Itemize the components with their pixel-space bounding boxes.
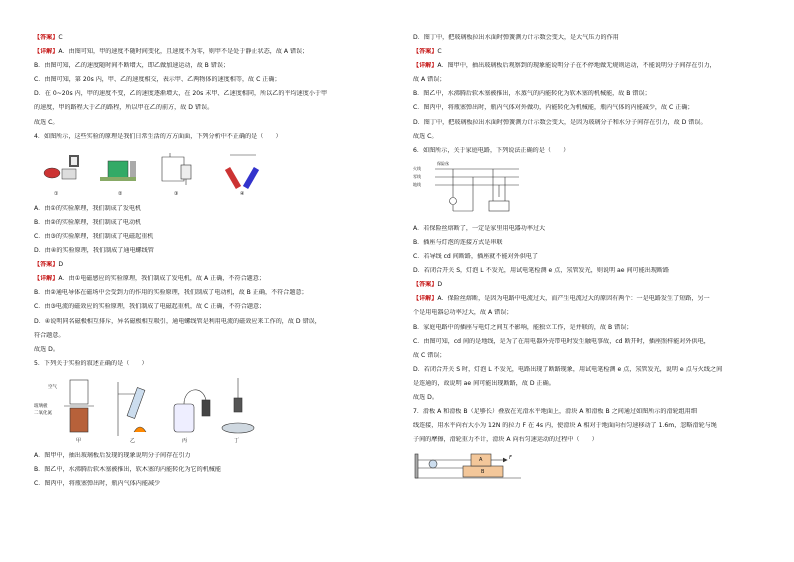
line-text: B．图乙中，水沸腾后软木塞被推出，软木塞的内能转化为它的机械能 xyxy=(34,465,221,473)
text-line xyxy=(413,147,764,155)
line-text: D．由④的实验原理，我们制成了通电螺线管 xyxy=(34,247,154,255)
text-line xyxy=(34,233,385,241)
fig6-label-live: 火线 xyxy=(413,165,421,171)
text-line xyxy=(34,289,385,297)
line-text: C．由③电流的磁效应的实验原理，我们制成了电磁起重机，故 C 正确，不符合题意； xyxy=(34,303,266,311)
line-text: 故选 C。 xyxy=(34,118,59,126)
fig4-electromagnet xyxy=(162,153,191,185)
fig5-label-glass: 玻璃板 xyxy=(34,403,48,409)
answer-tag: 【答案】 xyxy=(34,34,59,41)
text-line xyxy=(34,346,385,354)
text-line xyxy=(34,452,385,460)
fig5-label-ding: 丁 xyxy=(234,437,240,444)
line-text: C xyxy=(58,34,63,41)
figure-q6 xyxy=(413,161,764,219)
text-line xyxy=(34,133,385,141)
fig5-label-yi: 乙 xyxy=(130,437,136,444)
line-text: 6．如图所示，关于家庭电路，下列说法正确的是（ ） xyxy=(413,146,570,154)
text-line xyxy=(34,219,385,227)
text-line xyxy=(413,281,764,289)
text-line xyxy=(34,261,385,269)
text-line xyxy=(413,104,764,112)
text-line xyxy=(34,76,385,84)
left-top-block xyxy=(34,34,385,141)
line-text: D．图丁中，把玻璃板拉出水面时弹簧测力计示数会变大，是因为玻璃分子和水分子间存在引力，故 D 错误。 xyxy=(413,118,707,126)
answer-tag: 【详解】 xyxy=(413,62,438,70)
text-line xyxy=(413,324,764,332)
line-text: 是连通的，故说明 ae 间可能出现断路，故 D 正确。 xyxy=(413,379,555,387)
text-line xyxy=(34,275,385,283)
line-text: A．图甲中，抽出玻璃板后观察到的现象能说明分子在不停地做无规则运动，不能说明分子间存在引力， xyxy=(437,62,716,70)
text-line xyxy=(413,90,764,98)
fig5-label-jia: 甲 xyxy=(76,437,82,444)
text-line xyxy=(34,332,385,340)
line-text: B．图乙中，水沸腾后软木塞被推出，水蒸气的内能转化为软木塞的机械能，故 B 错误； xyxy=(413,90,651,98)
text-line xyxy=(34,318,385,326)
text-line xyxy=(34,466,385,474)
text-line xyxy=(34,34,385,42)
answer-tag: 【详解】 xyxy=(413,295,438,303)
line-text: D xyxy=(58,261,64,269)
answer-tag: 【答案】 xyxy=(34,261,59,269)
text-line xyxy=(413,76,764,84)
line-text: A．由①电磁感应的实验原理，我们制成了发电机，故 A 正确，不符合题意； xyxy=(58,275,265,283)
answer-tag: 【答案】 xyxy=(413,281,438,289)
text-line xyxy=(413,408,764,416)
line-text: B．由图可知，乙的速度随时间不断增大，即乙做加速运动，故 B 错误； xyxy=(34,62,230,70)
line-text: 故选 C。 xyxy=(413,132,438,140)
text-line xyxy=(413,436,764,444)
line-text: 故选 D。 xyxy=(413,393,438,401)
line-text: 故 A 错误； xyxy=(413,76,446,84)
line-text: C．由③的实验原理，我们制成了电磁起重机 xyxy=(34,232,154,240)
text-line xyxy=(34,90,385,98)
fig4-magnets xyxy=(225,155,259,189)
line-text: A．若保险丝熔断了，一定是家里用电器功率过大 xyxy=(413,224,546,232)
right-column xyxy=(397,0,794,562)
fig5-label-no2: 二氧化氮 xyxy=(34,410,52,416)
text-line xyxy=(34,205,385,213)
answer-tag: 【答案】 xyxy=(413,48,438,56)
line-text: D xyxy=(437,281,443,289)
left-bottom-block xyxy=(34,452,385,488)
text-line xyxy=(413,352,764,360)
line-text: D．在 0~20s 内，甲的速度不变，乙的速度逐渐增大，在 20s 末甲、乙速度相同，所以乙的平均速度小于甲 xyxy=(34,90,328,98)
text-line xyxy=(413,366,764,374)
text-line xyxy=(34,104,385,112)
line-text: D．图丁中，把玻璃板拉出水面时弹簧测力计示数会变大，是大气压力的作用 xyxy=(413,34,619,41)
line-text: B．由②的实验原理，我们制成了电动机 xyxy=(34,218,142,226)
answer-tag: 【详解】 xyxy=(34,48,59,56)
line-text: A．由图可知，甲的速度不随时间变化，且速度不为零，则甲不是处于静止状态，故 A 错误； xyxy=(58,48,309,56)
line-text: C xyxy=(437,48,442,56)
line-text: B．家庭电路中的插座与电灯之间互不影响，能独立工作，是并联的，故 B 错误； xyxy=(413,323,633,331)
line-text: 故 C 错误； xyxy=(413,351,446,359)
line-text: C．由图可知，cd 间的是地线，是为了在用电器外壳带电时发生触电事故，cd 断开时，插座照样能对外供电， xyxy=(413,337,710,345)
line-text: B．由②通电导体在磁场中会受到力的作用的实验原理，我们制成了电动机，故 B 正确，不符合题意； xyxy=(34,289,308,297)
text-line xyxy=(413,34,764,42)
fig7-label-b: B xyxy=(481,469,485,476)
line-text: 线连接，用水平向右大小为 12N 的拉力 F 在 4s 内，使滑块 A 相对于地面向右匀速移动了 1.6m，忽略滑轮与绳 xyxy=(413,422,717,430)
text-line xyxy=(34,48,385,56)
text-line xyxy=(413,48,764,56)
figure-q4 xyxy=(34,147,385,199)
line-text: C．由图可知，第 20s 内，甲、乙的速度相交，表示甲、乙两物体的速度相等，故 C 正确； xyxy=(34,76,281,84)
left-mid-block xyxy=(34,205,385,368)
line-text: C．图丙中，将瓶塞弹出时，瓶内气体对外做功，内能转化为机械能，瓶内气体的内能减少，故 C 正确； xyxy=(413,104,694,112)
fig5-label-air: 空气 xyxy=(48,384,57,390)
text-line xyxy=(413,394,764,402)
line-text: A．图甲中，抽出玻璃板后发现的现象说明分子间存在引力 xyxy=(34,451,191,459)
fig7-label-a: A xyxy=(479,457,483,464)
text-line xyxy=(413,295,764,303)
fig6-label-fuse: 保险丝 xyxy=(437,160,449,166)
text-line xyxy=(413,62,764,70)
figure-q4-svg xyxy=(34,147,284,199)
text-line xyxy=(413,338,764,346)
fig4-motor xyxy=(100,161,136,181)
fig4-label-4: ④ xyxy=(240,190,245,197)
fig7-label-f: F xyxy=(509,455,512,462)
text-line xyxy=(413,253,764,261)
text-line xyxy=(413,422,764,430)
text-line xyxy=(413,133,764,141)
text-line xyxy=(34,62,385,70)
line-text: 的速度，甲的路程大于乙的路程，所以甲在乙的前方，故 D 错误。 xyxy=(34,104,214,112)
text-line xyxy=(413,309,764,317)
text-line xyxy=(34,360,385,368)
line-text: D．④说明同名磁极相互排斥，异名磁极相互吸引，通电螺线管是利用电流的磁效应来工作的，故 D 错误， xyxy=(34,317,321,325)
text-line xyxy=(413,380,764,388)
fig5-label-bing: 丙 xyxy=(182,437,188,444)
answer-tag: 【详解】 xyxy=(34,275,59,283)
figure-q7 xyxy=(413,450,764,480)
right-top-block xyxy=(413,34,764,155)
line-text: 个是用电器总功率过大，故 A 错误； xyxy=(413,309,513,317)
text-line xyxy=(413,239,764,247)
fig6-label-neutral: 零线 xyxy=(413,173,421,179)
line-text: 5．下列关于实验的叙述正确的是（ ） xyxy=(34,359,148,367)
line-text: 子间的摩擦，滑轮重力不计，滑块 A 向右匀速运动的过程中（ ） xyxy=(413,436,598,444)
text-line xyxy=(34,480,385,488)
text-line xyxy=(34,247,385,255)
line-text: 故选 D。 xyxy=(34,345,59,353)
line-text: C．若导线 cd 间断路，插座就不能对外供电了 xyxy=(413,253,539,261)
text-line xyxy=(34,119,385,127)
line-text: B．插座与灯泡的连接方式是串联 xyxy=(413,238,503,246)
line-text: 7．滑板 A 和滑板 B（足够长）叠放在光滑水平地面上，滑块 A 和滑板 B 之间通过如图所示的滑轮组用细 xyxy=(413,408,697,416)
figure-q5 xyxy=(34,374,385,446)
right-mid-block xyxy=(413,225,764,444)
fig4-generator xyxy=(44,155,79,179)
line-text: C．图丙中，将瓶塞弹出时，瓶内气体内能减少 xyxy=(34,480,161,488)
text-line xyxy=(413,119,764,127)
fig6-label-ground: 地线 xyxy=(413,181,421,187)
line-text: A．保险丝熔断，是因为电路中电流过大，而产生电流过大的原因有两个：一是电路发生了短路，另一 xyxy=(437,295,710,303)
line-text: A．由①的实验原理，我们制成了发电机 xyxy=(34,204,142,212)
fig4-label-1: ① xyxy=(54,190,59,197)
text-line xyxy=(413,267,764,275)
fig4-label-3: ③ xyxy=(174,190,179,197)
fig4-label-2: ② xyxy=(118,190,123,197)
line-text: 4．如图所示，这些实验的原理是我们日常生活的方方面面，下列分析中不正确的是（ ） xyxy=(34,132,282,140)
text-line xyxy=(34,303,385,311)
line-text: D．若闭合开关 S 时，灯泡 L 不发光，电路出现了断路现象，用试电笔检测 e 点，氖管发光，说明 e 点与火线之间 xyxy=(413,365,723,373)
text-line xyxy=(413,225,764,233)
line-text: D．若闭合开关 S，灯泡 L 不发光，用试电笔检测 e 点，氖管发光，则说明 ae 间可能出现断路 xyxy=(413,267,670,275)
line-text: 符合题意。 xyxy=(34,331,65,339)
